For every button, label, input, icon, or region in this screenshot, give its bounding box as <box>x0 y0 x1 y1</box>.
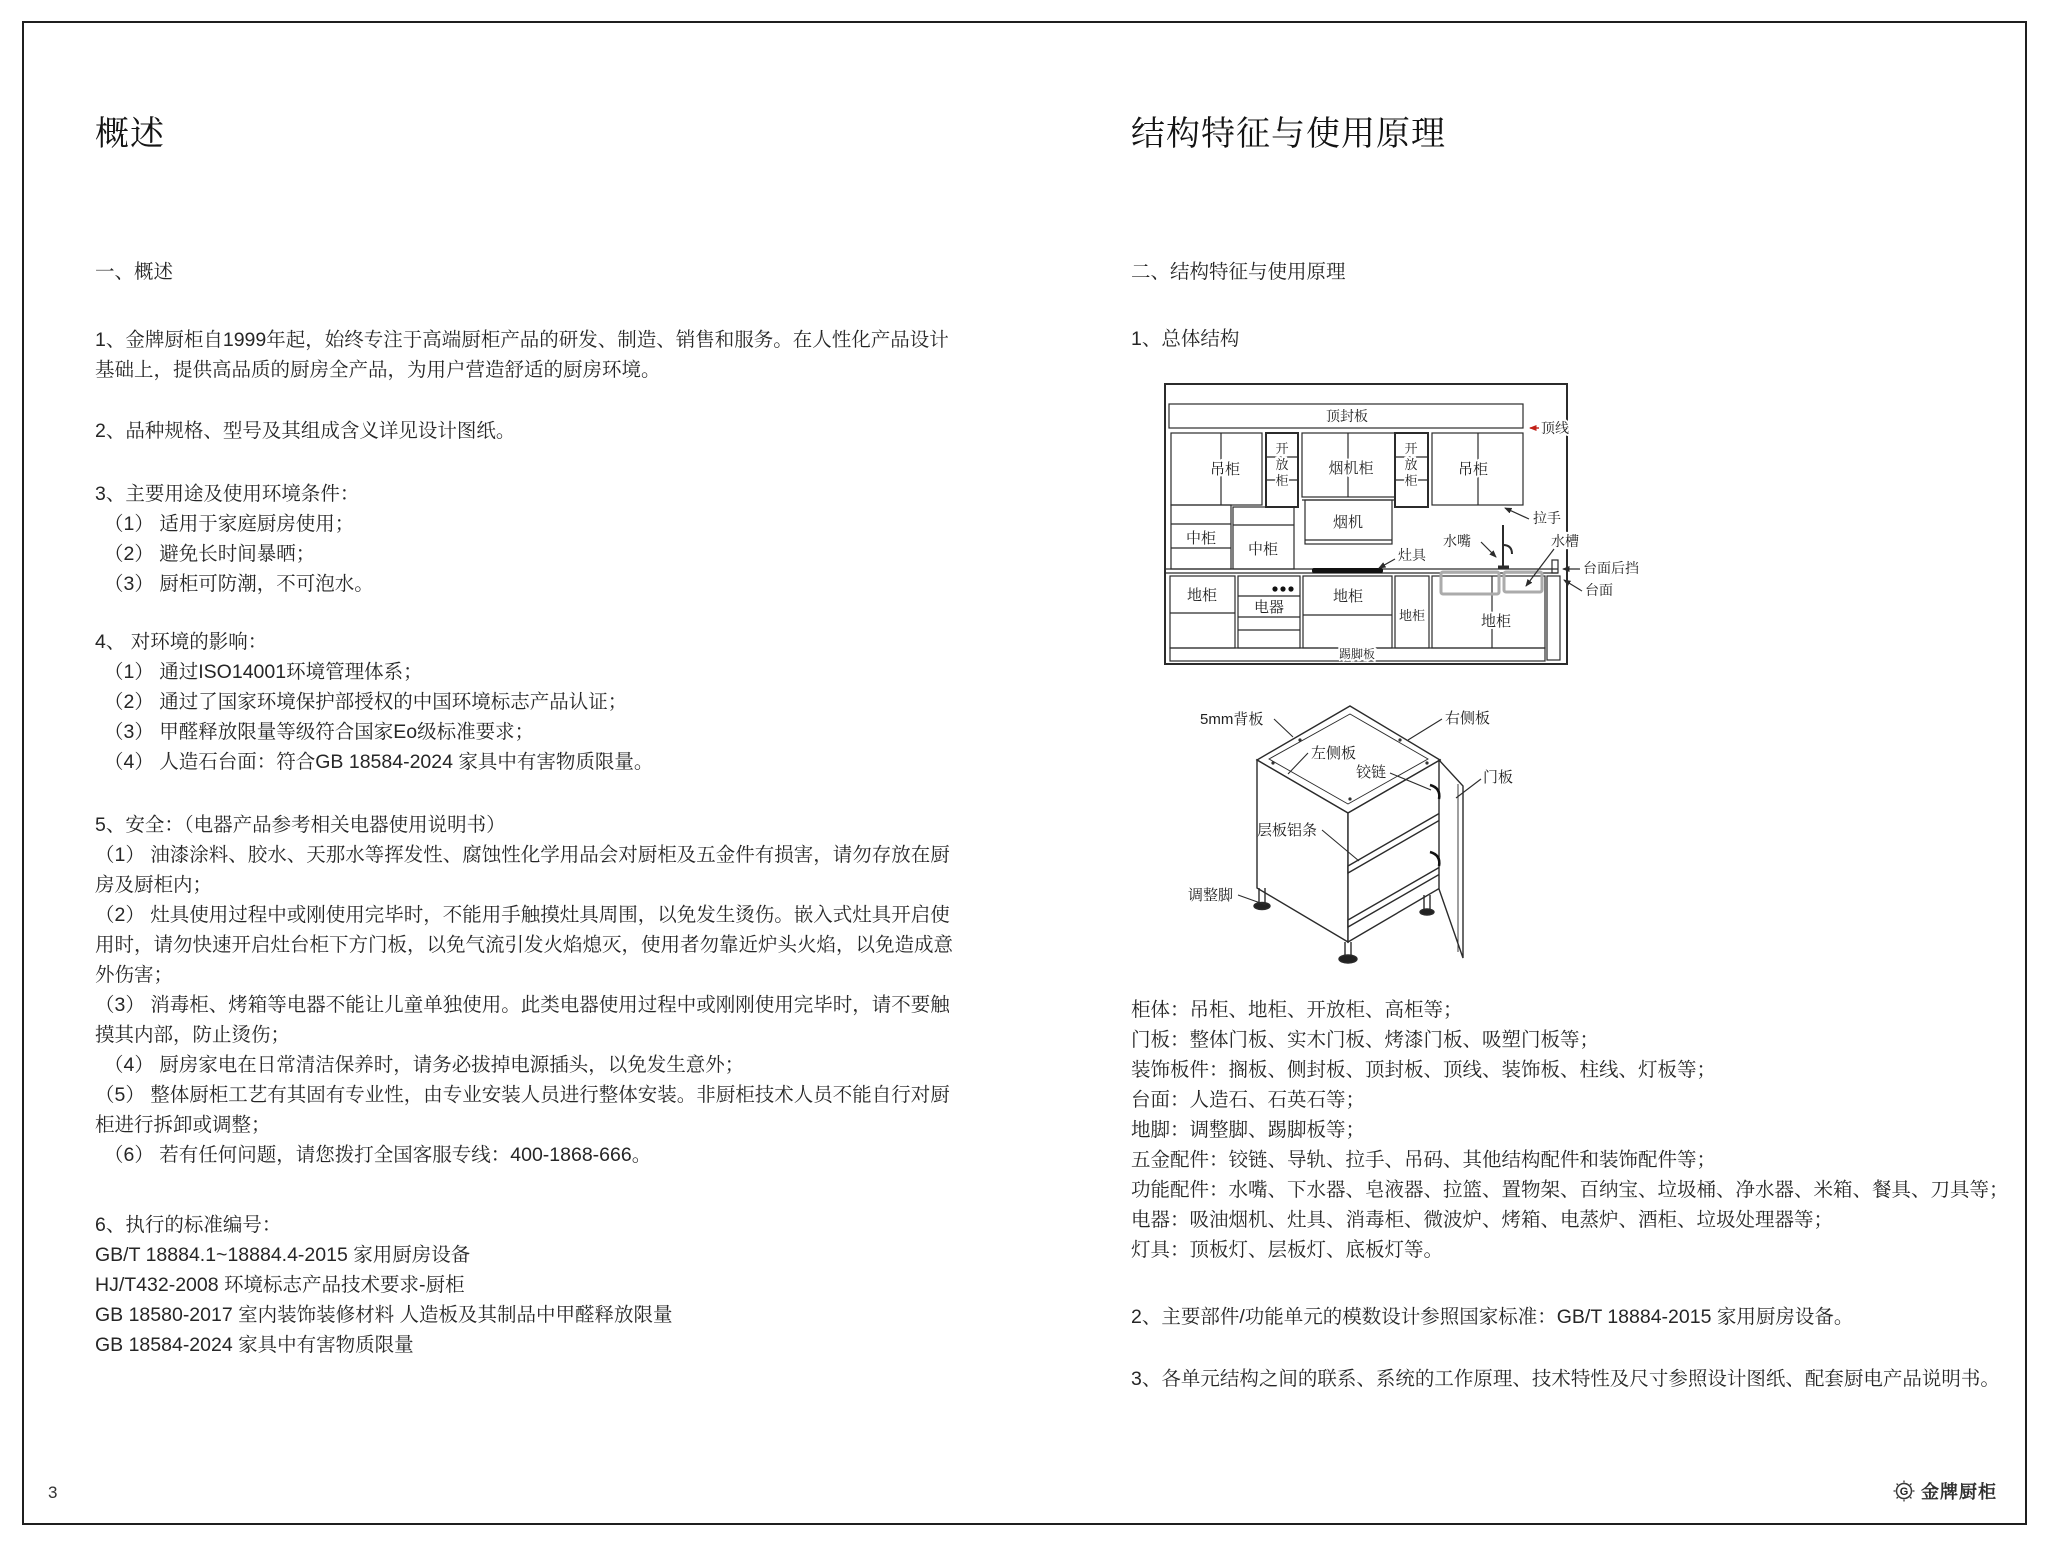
label-cooktop: 灶具 <box>1398 547 1426 563</box>
page-title-structure: 结构特征与使用原理 <box>1131 115 1446 153</box>
structure-paragraph-3: 3、各单元结构之间的联系、系统的工作原理、技术特性及尺寸参照设计图纸、配套厨电产品说明书。 <box>1131 1368 2000 1390</box>
label-kick-board: 踢脚板 <box>1338 647 1376 661</box>
safety-item-3: （3） 消毒柜、烤箱等电器不能让儿童单独使用。此类电器使用过程中或刚刚使用完毕时，请不要触摸其内部，防止烫伤； <box>95 994 950 1046</box>
environment-item-3: （3） 甲醛释放限量等级符合国家Eo级标准要求； <box>104 721 535 743</box>
label-open-cabinet-1: 放 <box>1275 457 1289 472</box>
usage-condition-item-1: （1） 适用于家庭厨房使用； <box>104 513 355 535</box>
appliance-knobs <box>1272 586 1293 591</box>
standard-item-3: GB 18580-2017 室内装饰装修材料 人造板及其制品中甲醛释放限量 <box>95 1304 673 1326</box>
label-base-cabinet-2: 地柜 <box>1332 588 1364 605</box>
label-open-cabinet-1: 开 <box>1275 441 1289 456</box>
environment-item-2: （2） 通过了国家环境保护部授权的中国环境标志产品认证； <box>104 691 628 713</box>
component-line-functional: 功能配件：水嘴、下水器、皂液器、拉篮、置物架、百纳宝、垃圾桶、净水器、米箱、餐具、刀具等； <box>1131 1179 2009 1201</box>
label-appliance: 电器 <box>1253 599 1285 616</box>
environment-item-1: （1） 通过ISO14001环境管理体系； <box>104 661 423 683</box>
component-line-countertop: 台面：人造石、石英石等； <box>1131 1089 1366 1111</box>
brand-name: 金牌厨柜 <box>1921 1482 1997 1502</box>
label-right-panel: 右侧板 <box>1445 710 1491 727</box>
label-door-panel: 门板 <box>1483 769 1514 786</box>
cooktop-shape <box>1312 568 1383 573</box>
safety-item-2: （2） 灶具使用过程中或刚使用完毕时，不能用手触摸灶具周围，以免发生烫伤。嵌入式灶具开启使用时，请勿快速开启灶台柜下方门板，以免气流引发火焰熄灭，使用者勿靠近炉头火焰，以免造成意外伤害； <box>95 904 954 986</box>
label-open-cabinet-2: 开 <box>1404 441 1418 456</box>
label-mid-cabinet-1: 中柜 <box>1185 530 1217 547</box>
label-base-cabinet-4: 地柜 <box>1480 613 1512 630</box>
standard-item-2: HJ/T432-2008 环境标志产品技术要求-厨柜 <box>95 1274 465 1296</box>
label-wall-cabinet-left: 吊柜 <box>1209 461 1241 478</box>
base-cabinet-isometric-diagram <box>1150 690 1650 1010</box>
environment-heading: 4、 对环境的影响： <box>95 631 268 653</box>
kitchen-elevation-diagram <box>1161 383 1661 683</box>
safety-heading: 5、安全：（电器产品参考相关电器使用说明书） <box>95 814 506 836</box>
section-heading-overview: 一、概述 <box>95 261 174 283</box>
component-line-appliances: 电器：吸油烟机、灶具、消毒柜、微波炉、烤箱、电蒸炉、酒柜、垃圾处理器等； <box>1131 1209 1834 1231</box>
label-hinge: 铰链 <box>1356 764 1387 781</box>
label-counter-back: 台面后挡 <box>1583 560 1639 576</box>
faucet-shape <box>1498 525 1512 567</box>
label-faucet: 水嘴 <box>1443 533 1471 549</box>
label-left-panel: 左侧板 <box>1311 745 1357 762</box>
section-heading-structure: 二、结构特征与使用原理 <box>1131 261 1346 283</box>
label-hood: 烟机 <box>1332 514 1364 531</box>
page-title-overview: 概述 <box>95 115 165 153</box>
safety-item-1: （1） 油漆涂料、胶水、天那水等挥发性、腐蚀性化学用品会对厨柜及五金件有损害，请勿存放在厨房及厨柜内； <box>95 844 950 896</box>
label-shelf-strip: 层板铝条 <box>1257 822 1318 839</box>
component-line-feet: 地脚：调整脚、踢脚板等； <box>1131 1119 1366 1141</box>
label-top-seal-board: 顶封板 <box>1326 408 1368 424</box>
label-hood-cabinet: 烟机柜 <box>1328 460 1374 477</box>
standard-item-1: GB/T 18884.1~18884.4-2015 家用厨房设备 <box>95 1244 471 1266</box>
environment-item-4: （4） 人造石台面：符合GB 18584-2024 家具中有害物质限量。 <box>104 751 654 773</box>
component-line-lights: 灯具：顶板灯、层板灯、底板灯等。 <box>1131 1239 1444 1261</box>
gear-g-icon <box>1893 1480 1915 1502</box>
label-adjust-foot: 调整脚 <box>1188 887 1234 904</box>
structure-paragraph-2: 2、主要部件/功能单元的模数设计参照国家标准：GB/T 18884-2015 家用厨房设备。 <box>1131 1306 1854 1328</box>
label-open-cabinet-2: 柜 <box>1404 473 1418 488</box>
safety-item-6: （6） 若有任何问题，请您拨打全国客服专线：400-1868-666。 <box>104 1144 652 1166</box>
usage-condition-item-2: （2） 避免长时间暴晒； <box>104 543 316 565</box>
label-open-cabinet-1: 柜 <box>1275 473 1289 488</box>
usage-condition-item-3: （3） 厨柜可防潮，不可泡水。 <box>104 573 374 595</box>
page-number: 3 <box>48 1483 58 1502</box>
standards-heading: 6、执行的标准编号： <box>95 1214 282 1236</box>
label-base-cabinet-3: 地柜 <box>1398 608 1426 623</box>
safety-item-4: （4） 厨房家电在日常清洁保养时，请务必拔掉电源插头，以免发生意外； <box>104 1054 745 1076</box>
component-line-doors: 门板：整体门板、实木门板、烤漆门板、吸塑门板等； <box>1131 1029 1600 1051</box>
usage-conditions-heading: 3、主要用途及使用环境条件： <box>95 483 360 505</box>
label-base-cabinet-1: 地柜 <box>1186 587 1218 604</box>
label-back-panel: 5mm背板 <box>1200 711 1264 728</box>
label-handle: 拉手 <box>1533 510 1561 526</box>
safety-item-5: （5） 整体厨柜工艺有其固有专业性，由专业安装人员进行整体安装。非厨柜技术人员不能自行对厨柜进行拆卸或调整； <box>95 1084 950 1136</box>
label-sink: 水槽 <box>1551 533 1579 549</box>
label-counter: 台面 <box>1585 582 1613 598</box>
brand-initial: G <box>1899 1486 1909 1498</box>
component-line-cabinets: 柜体：吊柜、地柜、开放柜、高柜等； <box>1131 999 1463 1021</box>
component-line-deco-panels: 装饰板件：搁板、侧封板、顶封板、顶线、装饰板、柱线、灯板等； <box>1131 1059 1717 1081</box>
label-wall-cabinet-right: 吊柜 <box>1457 461 1489 478</box>
standard-item-4: GB 18584-2024 家具中有害物质限量 <box>95 1334 414 1356</box>
label-mid-cabinet-2: 中柜 <box>1247 541 1279 558</box>
component-line-hardware: 五金配件：铰链、导轨、拉手、吊码、其他结构配件和装饰配件等； <box>1131 1149 1717 1171</box>
label-top-line: 顶线 <box>1541 420 1569 436</box>
brand-logo <box>1893 1478 1997 1504</box>
label-open-cabinet-2: 放 <box>1404 457 1418 472</box>
overview-paragraph-2: 2、品种规格、型号及其组成含义详见设计图纸。 <box>95 420 516 442</box>
overview-paragraph-1: 1、金牌厨柜自1999年起，始终专注于高端厨柜产品的研发、制造、销售和服务。在人性化产品设计基础上，提供高品质的厨房全产品，为用户营造舒适的厨房环境。 <box>95 329 949 381</box>
subsection-overall-structure: 1、总体结构 <box>1131 328 1240 350</box>
